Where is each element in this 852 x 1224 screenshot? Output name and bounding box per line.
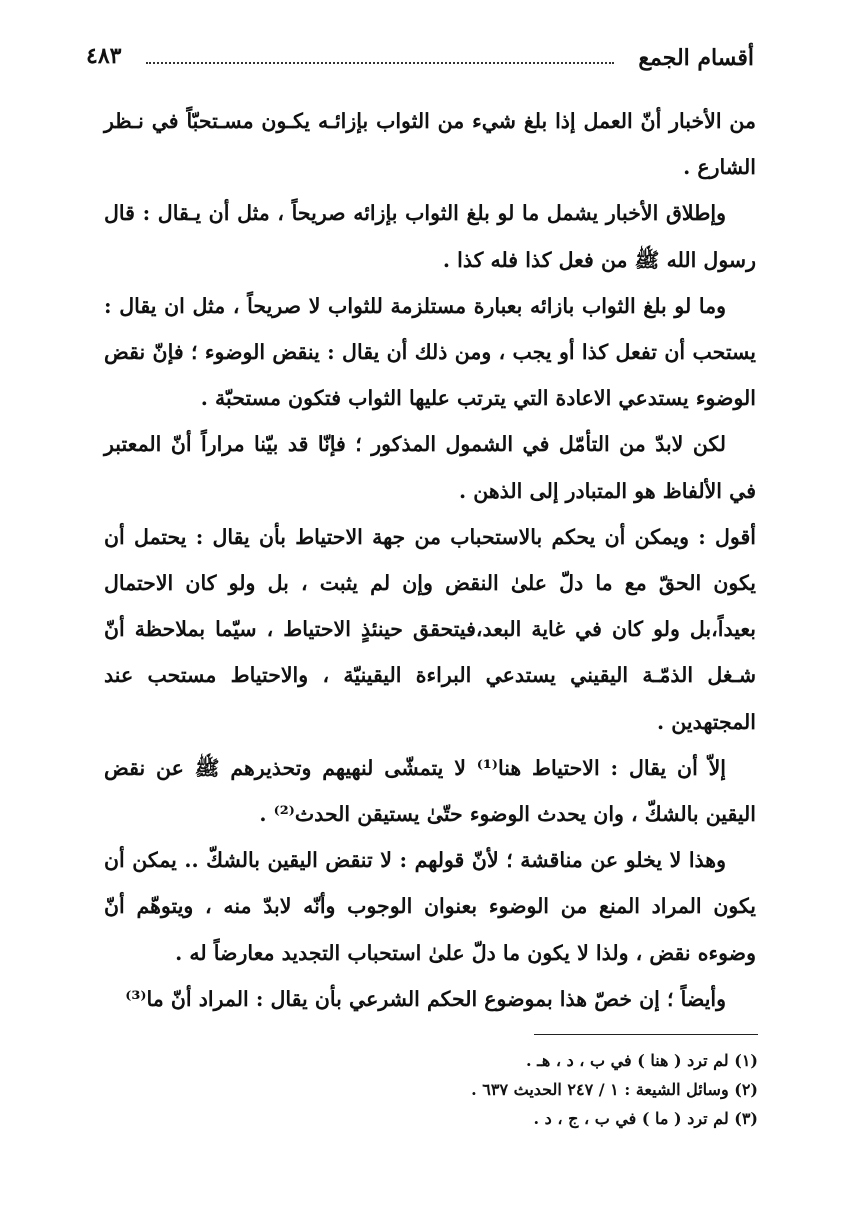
paragraph: وأيضاً ؛ إن خصّ هذا بموضوع الحكم الشرعي بأن يقال : المراد أنّ ما⁽³⁾ xyxy=(125,986,726,1011)
paragraph: أقول : ويمكن أن يحكم بالاستحباب من جهة الاحتياط بأن يقال : يحتمل أن يكون الحقّ مع ما دلّ علىٰ النقض وإن لم يثبت ، بل ولو كان الاحتمال بعيداً،بل ولو كان في غاية البعد،فيتحقق حينئذٍ الاحتياط ، سيّما بملاحظة أنّ شـغل الذمّـة اليقيني يستدعي البراءة اليقينيّة ، والاحتياط مستحب عند المجتهدين . xyxy=(104,524,756,734)
paragraph: لكن لابدّ من التأمّل في الشمول المذكور ؛ فإنّا قد بيّنا مراراً أنّ المعتبر في الألفاظ هو المتبادر إلى الذهن . xyxy=(104,432,756,503)
chapter-title: أقسام الجمع xyxy=(638,45,754,71)
footnote: (١) لم ترد ( هنا ) في ب ، د ، هـ . xyxy=(526,1051,758,1070)
page-number: ٤٨٣ xyxy=(86,43,122,69)
footnote: (٢) وسائل الشيعة : ١ / ٢٤٧ الحديث ٦٣٧ . xyxy=(471,1080,758,1099)
leader-dots xyxy=(146,62,614,64)
paragraph: إلاّ أن يقال : الاحتياط هنا⁽¹⁾ لا يتمشّى لنهيهم وتحذيرهم ﷺ عن نقض اليقين بالشكّ ، وان يحدث الوضوء حتّىٰ يستيقن الحدث⁽²⁾ . xyxy=(104,755,756,827)
paragraph: من الأخبار أنّ العمل إذا بلغ شيء من الثواب بإزائـه يكـون مسـتحبّاً في نـظر الشارع . xyxy=(104,109,756,180)
footnote: (٣) لم ترد ( ما ) في ب ، ج ، د . xyxy=(533,1109,758,1128)
running-header xyxy=(86,38,754,78)
paragraph: وهذا لا يخلو عن مناقشة ؛ لأنّ قولهم : لا تنقض اليقين بالشكّ .. يمكن أن يكون المراد المنع من الوضوء بعنوان الوجوب وأنّه لابدّ منه ، ويتوهّم أنّ وضوءه نقض ، ولذا لا يكون ما دلّ علىٰ استحباب التجديد معارضاً له . xyxy=(104,848,756,965)
footnotes xyxy=(300,1046,758,1133)
paragraph: وإطلاق الأخبار يشمل ما لو بلغ الثواب بإزائه صريحاً ، مثل أن يـقال : قال رسول الله ﷺ من فعل كذا فله كذا . xyxy=(104,201,756,272)
footnote-divider xyxy=(534,1034,758,1035)
main-text xyxy=(104,98,756,1022)
paragraph: وما لو بلغ الثواب بازائه بعبارة مستلزمة للثواب لا صريحاً ، مثل ان يقال : يستحب أن تفعل كذا أو يجب ، ومن ذلك أن يقال : ينقض الوضوء ؛ فإنّ نقض الوضوء يستدعي الاعادة التي يترتب عليها الثواب فتكون مستحبّة . xyxy=(104,293,756,411)
